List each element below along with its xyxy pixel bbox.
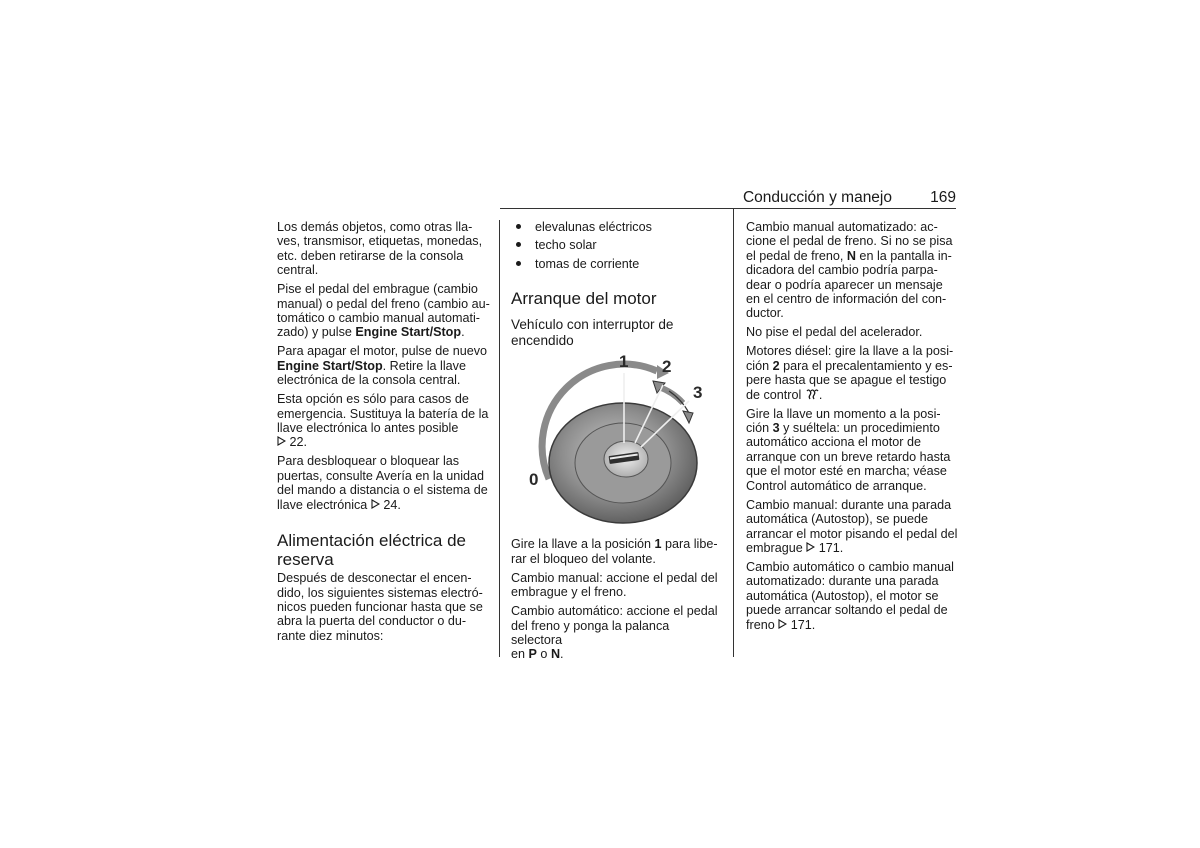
- paragraph: No pise el pedal del acelerador.: [746, 325, 923, 340]
- paragraph: [277, 220, 492, 278]
- text-line: tomático o cambio manual automati-: [277, 311, 480, 326]
- paragraph: [277, 392, 492, 450]
- section-heading: [277, 531, 492, 569]
- position-number: 1: [654, 537, 662, 552]
- text-line: ción: [746, 421, 773, 436]
- list-item-label: tomas de corriente: [535, 256, 640, 271]
- page-reference[interactable]: 22.: [289, 435, 308, 450]
- text-line: del mando a distancia o el sistema de: [277, 483, 488, 498]
- text-line: dido, los siguientes sistemas electró-: [277, 585, 483, 600]
- text-line: Esta opción es sólo para casos de: [277, 392, 469, 407]
- text-line: central.: [277, 263, 319, 278]
- text-line: automático acciona el motor de: [746, 435, 922, 450]
- paragraph: [277, 344, 492, 387]
- paragraph: [511, 604, 723, 662]
- text-line: que el motor esté en marcha; véase: [746, 464, 947, 479]
- position-number: 3: [772, 421, 780, 436]
- text-line: el pedal de freno,: [746, 248, 847, 263]
- column-divider-1: [499, 220, 500, 657]
- page-reference[interactable]: 171.: [818, 540, 844, 555]
- gear-N: N: [846, 248, 856, 263]
- text-line: Gire la llave a la posición: [511, 537, 655, 552]
- text-line: en: [511, 647, 529, 662]
- list-item-label: elevalunas eléctricos: [535, 220, 652, 234]
- button-name: Engine Start/Stop: [355, 325, 462, 340]
- list-item-label: techo solar: [535, 238, 597, 253]
- text-line: Los demás objetos, como otras lla-: [277, 220, 473, 234]
- text-line: de control: [746, 387, 805, 402]
- paragraph: [511, 537, 723, 566]
- text-line: Pise el pedal del embrague (cambio: [277, 282, 478, 297]
- text-line: en la pantalla in-: [855, 248, 952, 263]
- position-label-3: 3: [693, 383, 703, 403]
- paragraph: [746, 220, 958, 321]
- bullet-icon: [516, 242, 521, 247]
- text-line: o: [536, 647, 551, 662]
- column-divider-2: [733, 208, 734, 657]
- list-item: [511, 220, 723, 238]
- text-line: puede arrancar soltando el pedal de: [746, 603, 948, 618]
- text-line: arrancar el motor pisando el pedal del: [746, 526, 958, 541]
- section-title: Conducción y manejo: [742, 189, 892, 206]
- section-heading: Arranque del motor: [511, 289, 657, 309]
- text-line: emergencia. Sustituya la batería de la: [277, 406, 489, 421]
- text-line: . Retire la llave: [382, 358, 466, 373]
- text-line: Cambio manual: accione el pedal del: [511, 570, 718, 585]
- reference-arrow-icon: [277, 436, 286, 446]
- text-line: Después de desconectar el encen-: [277, 571, 472, 586]
- paragraph: Motores diésel: gire la llave a la posi- ción 2 para el precalentamiento y es- pere hasta que se apague el testigo de control .: [746, 344, 954, 402]
- text-line: ción: [746, 358, 773, 373]
- paragraph: [277, 571, 492, 643]
- text-line: nicos pueden funcionar hasta que se: [277, 599, 483, 614]
- text-line: Para apagar el motor, pulse de nuevo: [277, 344, 488, 359]
- glow-plug-icon: [805, 388, 819, 400]
- heading-line: reserva: [277, 550, 334, 570]
- text-line: Motores diésel: gire la llave a la posi-: [746, 344, 954, 359]
- paragraph: [746, 498, 958, 556]
- text-line: ves, transmisor, etiquetas, monedas,: [277, 234, 483, 249]
- text-line: pere hasta que se apague el testigo: [746, 373, 947, 388]
- text-line: Gire la llave un momento a la posi-: [746, 406, 941, 421]
- text-line: rante diez minutos:: [277, 628, 384, 643]
- page-reference[interactable]: 24.: [383, 497, 401, 512]
- text-line: para libe-: [661, 537, 718, 552]
- text-line: manual) o pedal del freno (cambio au-: [277, 296, 490, 311]
- position-label-1: 1: [619, 352, 629, 372]
- text-line: ductor.: [746, 306, 784, 321]
- text-line: electrónica de la consola central.: [277, 373, 461, 388]
- heading-line: encendido: [511, 332, 574, 348]
- spring-arrowhead-outer: [683, 411, 693, 423]
- subsection-heading: [511, 317, 723, 348]
- heading-line: Vehículo con interruptor de: [511, 317, 674, 333]
- text-line: Control automático de arranque.: [746, 478, 927, 493]
- page-reference[interactable]: 171.: [790, 617, 816, 632]
- text-line: rar el bloqueo del volante.: [511, 551, 656, 566]
- text-line: Cambio automático: accione el pedal: [511, 604, 718, 619]
- header-rule: [500, 208, 956, 209]
- text-line: embrague y el freno.: [511, 585, 627, 600]
- position-label-2: 2: [662, 357, 672, 377]
- bullet-icon: [516, 224, 521, 229]
- text-line: del freno y ponga la palanca selectora: [511, 618, 670, 647]
- ignition-switch-figure: [511, 351, 723, 529]
- paragraph: [277, 454, 492, 512]
- text-line: en el centro de información del con-: [746, 292, 947, 307]
- paragraph: Pise el pedal del embrague (cambio manual) o pedal del freno (cambio au- tomático o cambio manual automati- zado) y pulse Engine Start/Stop.: [277, 282, 490, 340]
- text-line: dicadora del cambio podría parpa-: [746, 263, 938, 278]
- bullet-icon: [516, 261, 521, 266]
- position-label-0: 0: [529, 470, 539, 490]
- text-line: llave electrónica lo antes posible: [277, 421, 459, 436]
- text-line: llave electrónica: [277, 497, 371, 512]
- gear-P: P: [528, 647, 537, 662]
- text-line: freno: [746, 617, 779, 632]
- text-line: embrague: [746, 540, 807, 555]
- text-line: automática (Autostop), el motor se: [746, 588, 939, 603]
- text-line: Cambio manual: durante una parada: [746, 497, 952, 512]
- button-name: Engine Start/Stop: [277, 358, 383, 373]
- page-header: [500, 188, 956, 208]
- text-line: etc. deben retirarse de la consola: [277, 248, 464, 263]
- position-number: 2: [772, 358, 780, 373]
- text-line: dear o podría aparecer un mensaje: [746, 277, 943, 292]
- text-line: automatizado: durante una parada: [746, 574, 939, 589]
- column-2: [511, 220, 723, 666]
- text-line: Para desbloquear o bloquear las: [277, 454, 460, 469]
- text-line: arranque con un breve retardo hasta: [746, 449, 951, 464]
- text-line: para el precalentamiento y es-: [779, 358, 953, 373]
- paragraph: [746, 407, 958, 493]
- gear-N: N: [550, 647, 561, 662]
- text-line: abra la puerta del conductor o du-: [277, 614, 467, 629]
- paragraph: [746, 560, 958, 632]
- reference-arrow-icon: [806, 542, 815, 552]
- text-line: cione el pedal de freno. Si no se pisa: [746, 234, 953, 249]
- text-line: automática (Autostop), se puede: [746, 512, 929, 527]
- heading-line: Alimentación eléctrica de: [277, 531, 466, 551]
- list-item: [511, 238, 723, 256]
- column-3: [746, 220, 958, 637]
- bullet-list: [511, 220, 723, 275]
- text-line: Cambio automático o cambio manual: [746, 559, 954, 574]
- page-number: 169: [930, 189, 956, 206]
- text-line: zado) y pulse: [277, 325, 356, 340]
- text-line: Cambio manual automatizado: ac-: [746, 220, 938, 234]
- paragraph: [511, 571, 723, 600]
- text-line: y suéltela: un procedimiento: [779, 421, 940, 436]
- text-line: .: [560, 647, 564, 662]
- reference-arrow-icon: [778, 619, 787, 629]
- text-line: puertas, consulte Avería en la unidad: [277, 468, 485, 483]
- reference-arrow-icon: [371, 499, 380, 509]
- list-item: [511, 257, 723, 275]
- column-1: [277, 220, 492, 648]
